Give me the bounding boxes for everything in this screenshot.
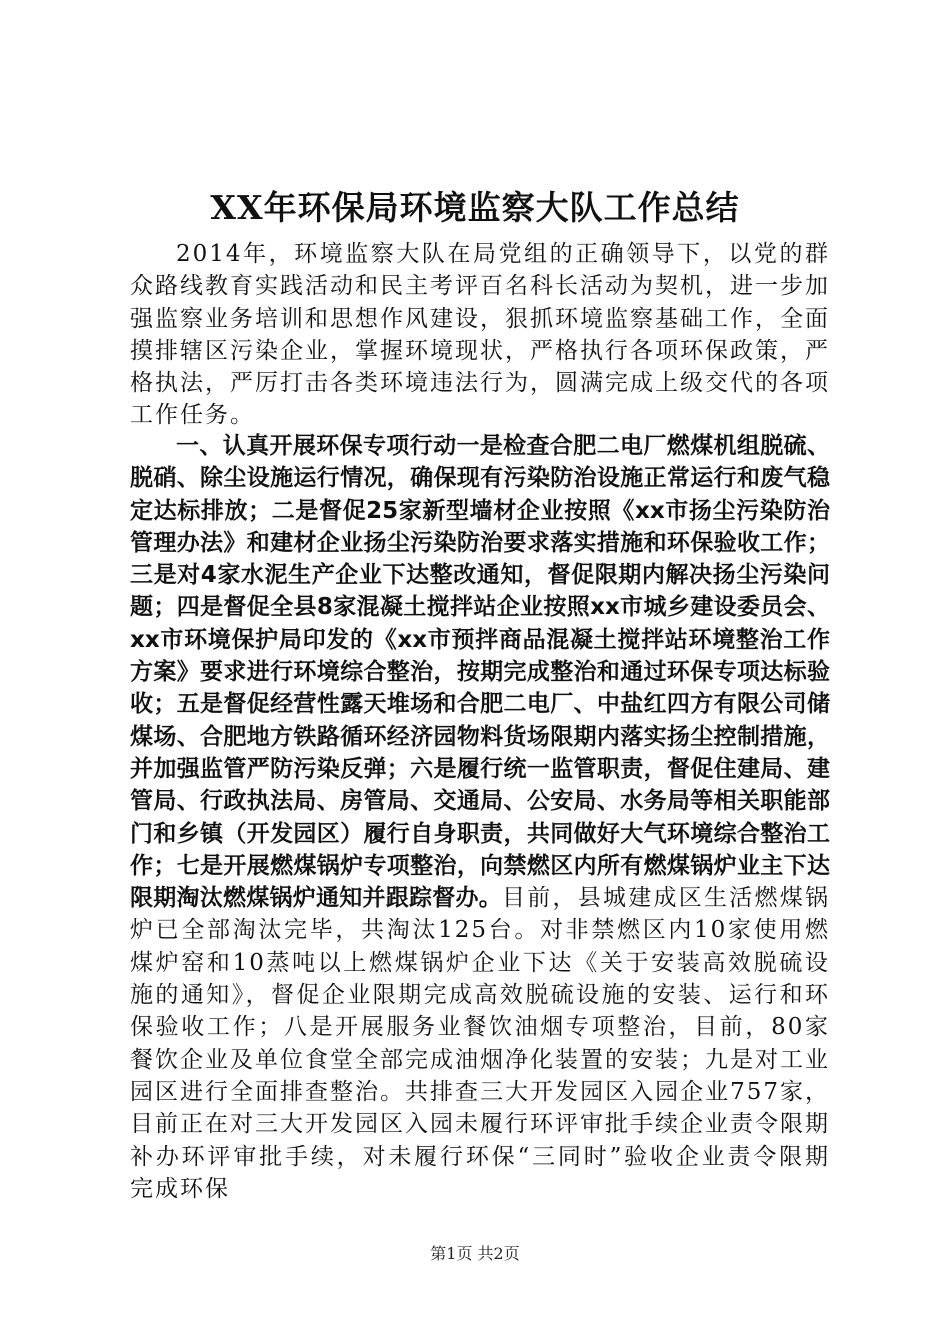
document-title: XX年环保局环境监察大队工作总结: [210, 188, 740, 227]
section-one-lead-text: 一、认真开展环保专项行动一是检查合肥二电厂燃煤机组脱硫、脱硝、除尘设施运行情况，确保现有污染防治设施正常运行和废气稳定达标排放；二是督促25家新型墙材企业按照《xx市扬尘污染防治管理办法》和建材企业扬尘污染防治要求落实措施和环保验收工作；三是对4家水泥生产企业下达整改通知，督促限期内解决扬尘污染问题；四是督促全县8家混凝土搅拌站企业按照xx市城乡建设委员会、xx市环境保护局印发的《xx市预拌商品混凝土搅拌站环境整治工作方案》要求进行环境综合整治，按期完成整治和通过环保专项达标验收；五是督促经营性露天堆场和合肥二电厂、中盐红四方有限公司储煤场、合肥地方铁路循环经济园物料货场限期内落实扬尘控制措施，并加强监管严防污染反弹；六是履行统一监管职责，督促住建局、建管局、行政执法局、房管局、交通局、公安局、水务局等相关职能部门和乡镇（开发园区）履行自身职责，共同做好大气环境综合整治工作；七是开展燃煤锅炉专项整治，向禁燃区内所有燃煤锅炉业主下达限期淘汰燃煤锅炉通知并跟踪督办。: [130, 433, 830, 912]
section-one-rest-text: 目前，县城建成区生活燃煤锅炉已全部淘汰完毕，共淘汰125台。对非禁燃区内10家使用燃煤炉窑和10蒸吨以上燃煤锅炉企业下达《关于安装高效脱硫设施的通知》，督促企业限期完成高效脱硫设施的安装、运行和环保验收工作；八是开展服务业餐饮油烟专项整治，目前，80家餐饮企业及单位食堂全部完成油烟净化装置的安装；九是对工业园区进行全面排查整治。共排查三大开发园区入园企业757家，目前正在对三大开发园区入园未履行环评审批手续企业责令限期补办环评审批手续，对未履行环保“三同时”验收企业责令限期完成环保: [130, 885, 830, 1202]
intro-paragraph: 2014年，环境监察大队在局党组的正确领导下，以党的群众路线教育实践活动和民主考评百名科长活动为契机，进一步加强监察业务培训和思想作风建设，狠抓环境监察基础工作，全面摸排辖区污染企业，掌握环境现状，严格执行各项环保政策，严格执法，严厉打击各类环境违法行为，圆满完成上级交代的各项工作任务。: [130, 241, 830, 429]
section-one-paragraph: [130, 430, 830, 1205]
page-number-footer: 第1页 共2页: [430, 1244, 520, 1263]
